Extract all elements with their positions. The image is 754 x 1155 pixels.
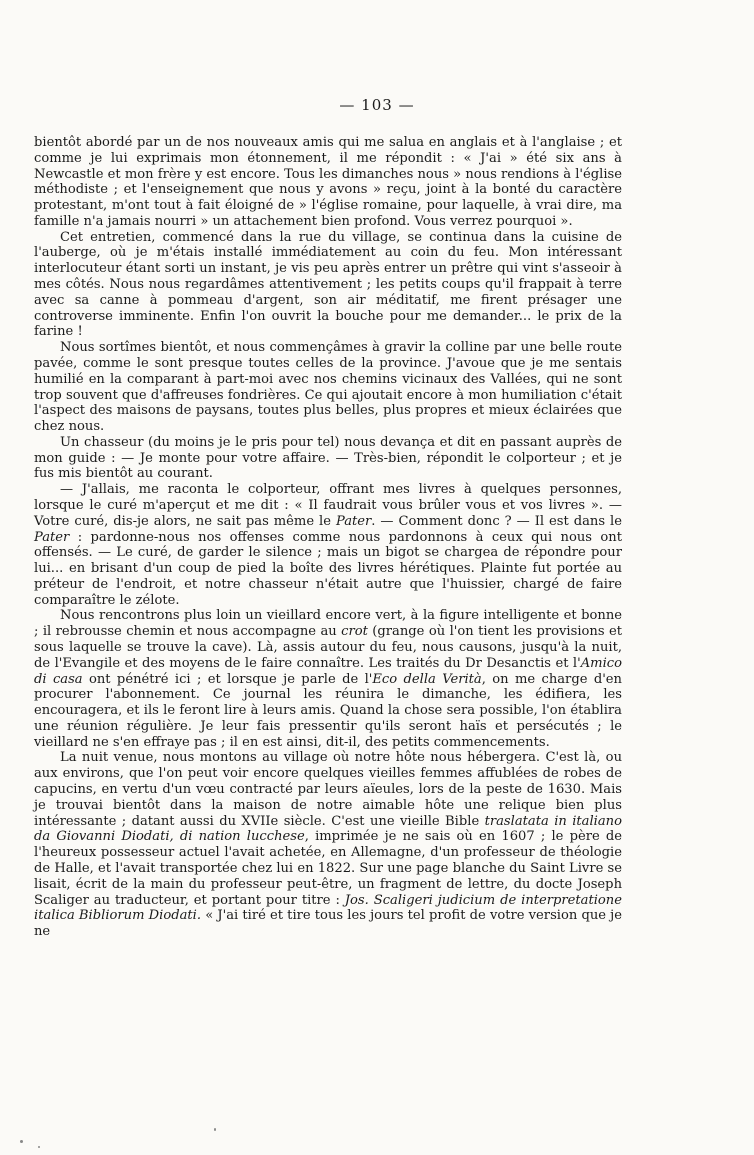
- paragraph: [34, 608, 622, 750]
- text-segment: — J'allais, me raconta le colporteur, offrant mes livres à quelques personnes, lorsque le curé m'aperçut et me dit : « Il faudrait vous brûler vous et vos livres ». — Votre curé, dis-je alors, ne sait pas même le: [34, 482, 622, 529]
- text-segment: Nous sortîmes bientôt, et nous commençâmes à gravir la colline par une belle route pavée, comme le sont presque toutes celles de la province. J'avoue que je me sentais humilié en la comparant à part-moi avec nos chemins vicinaux des Vallées, qui ne sont trop souvent que d'affreuses fondrières. Ce qui ajoutait encore à mon humiliation c'était l'aspect des maisons de paysans, toutes plus belles, plus propres et mieux éclairées que chez nous.: [34, 340, 622, 435]
- italic-text: Pater: [335, 513, 372, 529]
- italic-text: Jos. Scaligeri judicium de interpretatione italica Bibliorum Diodati.: [34, 892, 622, 924]
- text-segment: Un chasseur (du moins je le pris pour tel) nous devança et dit en passant auprès de mon guide : — Je monte pour votre affaire. — Très-bien, répondit le colporteur ; et je fus mis bientôt au courant.: [34, 434, 622, 482]
- paragraph: [34, 435, 622, 482]
- text-segment: Cet entretien, commencé dans la rue du village, se continua dans la cuisine de l'auberge, où je m'étais installé immédiatement au coin du feu. Mon intéressant interlocuteur étant sorti un instant, je vis peu après entrer un prêtre qui vint s'asseoir à mes côtés. Nous nous regardâmes attentivement ; les petits coups qu'il frappait à terre avec sa canne à pommeau d'argent, son air méditatif, me firent présager une controverse imminente. Enfin l'on ouvrit la bouche pour me demander... le prix de la farine !: [34, 229, 622, 340]
- text-segment: bientôt abordé par un de nos nouveaux amis qui me salua en anglais et à l'anglaise ; et comme je lui exprimais mon étonnement, il me répondit : « J'ai » été six ans à Newcastle et mon frère y est encore. Tous les dimanches nous » nous rendions à l'église méthodiste ; et l'enseignement que nous y avons » reçu, joint à la bonté du caractère protestant, m'ont tout à fait éloigné de » l'église romaine, pour laquelle, à vrai dire, ma famille n'a jamais nourri » un attachement bien profond. Vous verrez pourquoi ».: [34, 135, 622, 229]
- italic-text: Pater: [34, 529, 70, 545]
- text-segment: , on me charge d'en procurer l'abonnement. Ce journal les réunira le dimanche, les édifiera, les encouragera, et ils le feront lire à leurs amis. Quand la chose sera possible, l'on établira une réunion régulière. Je leur fais pressentir qu'ils seront haïs et persécutés ; le vieillard ne s'en effraye pas ; il en est ainsi, dit-il, des petits commencements.: [34, 671, 622, 750]
- paragraph: [34, 340, 622, 435]
- print-speck: [20, 1140, 23, 1143]
- paragraph: [34, 135, 622, 230]
- text-segment: : pardonne-nous nos offenses comme nous pardonnons à ceux qui nous ont offensés. — Le curé, de garder le silence ; mais un bigot se chargea de répondre pour lui... en brisant d'un coup de pied la boîte des livres hérétiques. Plainte fut portée au préteur de l'endroit, et notre chasseur n'était autre que l'huissier, chargé de faire comparaître le zélote.: [34, 529, 622, 608]
- text-segment: . — Comment donc ? — Il est dans le: [371, 513, 622, 529]
- print-speck: [38, 1146, 40, 1148]
- print-speck: [214, 1128, 216, 1131]
- text-segment: , imprimée je ne sais où en 1607 ; le père de l'heureux possesseur actuel l'avait achetée, en Allemagne, d'un professeur de théologie de Halle, et l'avait transportée chez lui en 1822. Sur une page blanche du Saint Livre se lisait, écrit de la main du professeur peut-être, un fragment de lettre, du docte Joseph Scaliger au traducteur, et portant pour titre :: [34, 829, 623, 908]
- italic-text: crot: [341, 624, 368, 640]
- text-segment: (grange où l'on tient les provisions et sous laquelle se trouve la cave). Là, assis autour du feu, nous causons, jusqu'à la nuit, de l'Evangile et des moyens de le faire connaître. Les traités du Dr Desanctis et l': [34, 624, 622, 671]
- italic-text: Eco della Verità: [372, 671, 482, 687]
- paragraph: [34, 482, 622, 608]
- text-segment: Nous rencontrons plus loin un vieillard encore vert, à la figure intelligente et bonne ; il rebrousse chemin et nous accompagne au: [34, 608, 622, 640]
- text-segment: « J'ai tiré et tire tous les jours tel profit de votre version que je ne: [34, 908, 622, 940]
- paragraph: [34, 230, 622, 340]
- italic-text: traslatata in italiano da Giovanni Diodati, di nation lucchese: [34, 813, 622, 845]
- italic-text: Amico di casa: [34, 655, 622, 687]
- paragraph: [34, 750, 622, 939]
- body-text: [34, 135, 622, 940]
- text-segment: La nuit venue, nous montons au village où notre hôte nous hébergera. C'est là, ou aux environs, que l'on peut voir encore quelques vieilles femmes affublées de robes de capucins, en vertu d'un vœu contracté par leurs aïeules, lors de la peste de 1630. Mais je trouvai bientôt dans la maison de notre aimable hôte une relique bien plus intéressante ; datant aussi du XVIIe siècle. C'est une vieille Bible: [34, 750, 622, 829]
- text-segment: ont pénétré ici ; et lorsque je parle de l': [82, 671, 373, 687]
- page-number: — 103 —: [339, 96, 415, 114]
